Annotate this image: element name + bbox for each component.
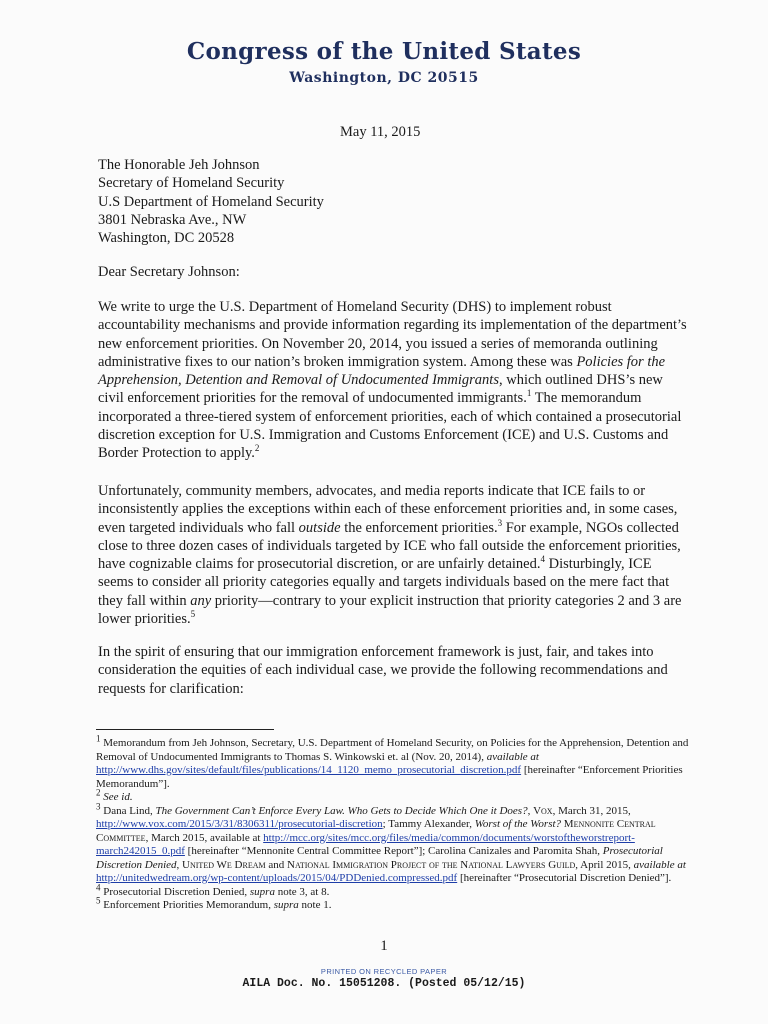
- footnote-5: $^5$ Enforcement Priorities Memorandum, supra note 1.: [96, 895, 332, 911]
- recipient-city: Washington, DC 20528: [98, 230, 235, 247]
- recipient-street: 3801 Nebraska Ave., NW: [98, 211, 247, 228]
- paragraph-1: We write to urge the U.S. Department of Homeland Security (DHS) to implement robust accountability mechanisms and provide information regarding its implementation of the department’s new enforcement priorities. On November 20, 2014, you issued a series of memoranda outlining administrative fixes to our nation’s broken immigration system. Among these was Policies for the Apprehension, Detention and Removal of Undocumented Immigrants, which outlined DHS’s new civil enforcement priorities for the removal of undocumented immigrants.$^1$ The memorandum incorporated a three-tiered system of enforcement priorities, each of which contained a prosecutorial discretion exception for U.S. Immigration and Customs Enforcement (ICE) and U.S. Customs and Border Protection to apply.$^2$: [98, 299, 687, 462]
- recycled-paper-note: PRINTED ON RECYCLED PAPER: [320, 967, 448, 976]
- letter-date: May 11, 2015: [340, 124, 421, 140]
- paragraph-3: In the spirit of ensuring that our immigration enforcement framework is just, fair, and takes into consideration the equities of each individual case, we provide the following recommendations and requests for clarification:: [98, 644, 668, 697]
- footnote-1-link[interactable]: http://www.dhs.gov/sites/default/files/publications/14_1120_memo_prosecutorial_discretion.pdf: [96, 764, 522, 776]
- footnote-3-link-uwd[interactable]: http://unitedwedream.org/wp-content/uploads/2015/04/PDDenied.compressed.pdf: [96, 872, 458, 884]
- document-stamp: AILA Doc. No. 15051208. (Posted 05/12/15): [242, 977, 526, 990]
- recipient-department: U.S Department of Homeland Security: [98, 193, 324, 210]
- footnote-3: $^3$ Dana Lind, The Government Can’t Enforce Every Law. Who Gets to Decide Which One it Does?, Vox, March 31, 2015, http://www.vox.com/2015/3/31/8306311/prosecutorial-discretion; Tammy Alexander, Worst of the Worst? Mennonite Central Committee, March 2015, available at http://mcc.org/sites/mcc.org/files/media/common/documents/worstoftheworstreport-march242015_0.pdf [hereinafter “Mennonite Central Committee Report”]; Carolina Canizales and Paromita Shah, Prosecutorial Discretion Denied, United We Dream and National Immigration Project of the National Lawyers Guild, April 2015, available at http://unitedwedream.org/wp-content/uploads/2015/04/PDDenied.compressed.pdf [hereinafter “Prosecutorial Discretion Denied”].: [96, 800, 686, 884]
- recipient-title: Secretary of Homeland Security: [98, 175, 285, 192]
- footnote-3-link-vox[interactable]: http://www.vox.com/2015/3/31/8306311/prosecutorial-discretion: [96, 818, 383, 830]
- page-number: 1: [380, 938, 388, 954]
- letterhead-title: Congress of the United States: [186, 38, 582, 65]
- recipient-name: The Honorable Jeh Johnson: [98, 157, 260, 173]
- footnote-2: $^2$ See id.: [96, 787, 133, 803]
- footnote-ref-4: 4: [540, 554, 545, 565]
- footnote-ref-1: 1: [526, 388, 532, 399]
- footnote-ref-5: 5: [190, 609, 196, 620]
- salutation: Dear Secretary Johnson:: [98, 264, 240, 280]
- footnote-4: $^4$ Prosecutorial Discretion Denied, supra note 3, at 8.: [96, 881, 330, 898]
- footnote-divider: [96, 729, 274, 730]
- footnote-ref-2: 2: [254, 443, 260, 454]
- footnotes: [96, 733, 696, 913]
- recipient-address: [98, 156, 324, 247]
- letterhead-city: Washington, DC 20515: [289, 70, 479, 86]
- footnote-ref-3: 3: [497, 517, 503, 528]
- footnote-3-link-mcc[interactable]: http://mcc.org/sites/mcc.org/files/media/common/documents/worstoftheworstreport-march242015_0.pdf: [96, 831, 635, 857]
- footnote-1: $^1$ Memorandum from Jeh Johnson, Secretary, U.S. Department of Homeland Security, on Policies for the Apprehension, Detention and Removal of Undocumented Immigrants to Thomas S. Winkowski et. al (Nov. 20, 2014), available at http://www.dhs.gov/sites/default/files/publications/14_1120_memo_prosecutorial_discretion.pdf [hereinafter “Enforcement Priorities Memorandum”].: [96, 733, 689, 790]
- paragraph-2: Unfortunately, community members, advocates, and media reports indicate that ICE fails to or inconsistently applies the exceptions within each of these enforcement priorities and, in some cases, even targeted individuals who fall outside the enforcement priorities.$^3$ For example, NGOs collected close to three dozen cases of individuals targeted by ICE who fall outside the enforcement priorities, have cognizable claims for prosecutorial discretion, or are unfairly detained.$^4$ Disturbingly, ICE seems to consider all priority categories equally and targets individuals based on the mere fact that they fall within any priority—contrary to your explicit instruction that priority categories 2 and 3 are lower priorities.$^5$: [98, 483, 682, 628]
